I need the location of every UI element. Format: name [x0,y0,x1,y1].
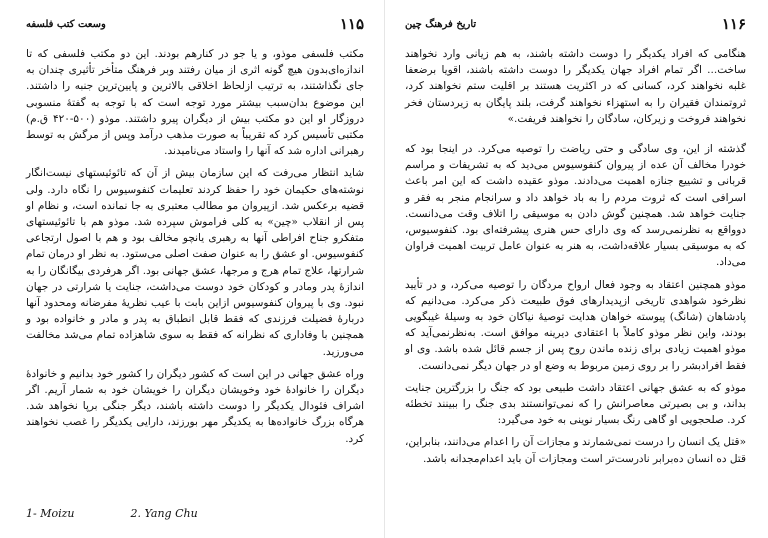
paragraph: موذو همچنین اعتقاد به وجود فعال ارواح مردگان را توصیه می‌کرد، و در تأیید نظرخود شواهدی تاریخی ازپدیدارهای فوق طبیعت ذکر می‌کرد. می‌دانیم که پادشاهان (شانگ) پیوسته خواهان هدایت توصیهٔ نیاکان خود به وسیلهٔ غیبگویی بودند، واین نظر موذو کاملاً با اعتقادی دیرینه موافق است. به‌نظرنمی‌آید که موذو اهمیت زیادی برای زنده ماندن روح پس از جسم قائل شده باشد. وی او فقط افرادبشر را بر روی زمین مربوط به وضع او در جهان دیگر نمی‌دانست. [405,278,746,372]
right-page-body [405,46,746,467]
right-page [384,0,768,538]
running-header-title: تاریخ فرهنگ چین [405,18,477,30]
paragraph: هنگامی که افراد یکدیگر را دوست داشته باشند، به هم زیانی وارد نخواهند ساخت... اگر تمام افراد جهان یکدیگر را دوست داشته باشند، اقویا برضعفا غلبه نخواهند کرد، کسانی که در اکثریت هستند بر اقلیت ستم نخواهند کرد، ثروتمندان فقیران را به استهزاء نخواهند گرفت، بلند پایگان به زیردستان فخر نخواهند فروخت و زیرکان، سادگان را نخواهند فریفت.» [405,48,746,125]
left-page-body [26,46,364,447]
page-number: ۱۱۵ [339,15,364,33]
running-header-title: وسعت کتب فلسفه [26,18,106,30]
paragraph: مکتب فلسفی موذو، و یا جو در کنارهم بودند. این دو مکتب فلسفی که تا اندازه‌ای‌بدون هیچ گونه اثری از میان رفتند وبر فرهنگ متأخر تأثیری چندان به جای نگذاشتند، به ترتیب ازلحاظ اخلاقی بالاترین و پایین‌ترین جنبه را داشتند. این موضوع بدان‌سبب بیشتر مورد توجه است که با توجه به گفتهٔ منسوبی دروزگار او این دو مکتب بیش از دیگران پیرو داشتند. موذو (۵۰۰-۴۲۰ ق.م) مکتبی تأسیس کرد که تقریباً به صورت مذهب درآمد وپس از مرگش به توسط رهبرانی اداره شد که آنها را واستاد می‌نامیدند. [26,48,365,158]
left-page-header [26,16,364,32]
footnote: 1- Moizu [26,507,75,520]
paragraph: «قتل یک انسان را درست نمی‌شمارند و مجازات آن را اعدام می‌دانند، بنابراین، قتل ده انسان ده‌برابر نادرست‌تر است ومجازات آن باید اعدام‌مجدانه باشد. [405,436,746,465]
paragraph: شاید انتظار می‌رفت که این سازمان بیش از آن که تائوئیستهای نیست‌انگار نوشته‌های حکیمان خود را حفظ کردند تعلیمات کنفوسیوس را نگاه دارد. ولی قضیه برعکس شد. ازپیروان مو مطالب معتبری به جا نمانده است، و نظام او پس از انقلاب «چین» به کلی فراموش سپرده شد. موذو هم با تائوئیستهای متفکرو جناح افراطی آنها به رهبری یانچو مخالف بود و هم با اصول ارتجاعی کنفوسیوس. او عشق را به عنوان صفت اصلی می‌ستود. به نظر او درمان تمام شرارتها، علاج تمام هرج و مرجها، عشق جهانی بود. اگر هرفردی بیگانگان را به اندازهٔ پدر ومادر و کودکان خود دوست می‌داشت، جنایت یا شرارتی در جهان نبود. وی با پیروان کنفوسیوس ازاین بابت با عیب نظریهٔ مفرضانه ومحدود آنها دربارهٔ فضیلت فرزندی که فقط قابل انطباق به پدر و مادر و خانواده بود و همچنین با وفاداری که نظرانه که فقط به سوی شاهزاده تمام می‌شد مخالفت می‌ورزید. [26,167,364,358]
paragraph: گذشته از این، وی سادگی و حتی ریاضت را توصیه می‌کرد. در اینجا بود که خودرا مخالف آن عده از پیروان کنفوسیوس می‌دید که به تشریفات و مراسم قربانی و تشییع جنازه اهمیت می‌دادند. موذو عقیده داشت که این امر باعث اسرافی است که ثروت مردم را به باد خواهد داد و سرانجام منجر به فقر و جنایت خواهد شد. همچنین گوش دادن به موسیقی را اتلاف وقت می‌دانست. دوواقع به نظرنمی‌رسد که وی دارای حس هنری پیشرفته‌ای بود. کنفوسیوس، که به موسیقی بسیار علاقه‌داشت، به هنر به عنوان عامل تربیت اهمیت فراوان می‌داد. [405,143,746,269]
footnotes [26,507,326,520]
right-page-header [405,16,746,32]
paragraph: وراه عشق جهانی در این است که کشور دیگران را کشور خود بدانیم و خانوادهٔ دیگران را خانوادهٔ خود وخویشان دیگران را خویشان خود به شمار آریم. اگر اشراف فئودال یکدیگر را دوست داشته باشند، دیگر جنگی برپا نخواهد شد. هرگاه بزرگ خانواده‌ها به یکدیگر مهر بورزند، دارایی یکدیگر را غصب نخواهند کرد. [26,367,364,445]
paragraph: موذو که به عشق جهانی اعتقاد داشت طبیعی بود که جنگ را بزرگترین جنایت بداند، و بی بصیرتی معاصرانش را که نمی‌توانستند بدی جنگ را ببینند تخطئه کرد. صلحجویی او گاهی رنگ بسیار نوینی به خود می‌گیرد: [405,381,746,427]
page-number: ۱۱۶ [721,15,746,33]
footnote: 2. Yang Chu [130,507,198,520]
